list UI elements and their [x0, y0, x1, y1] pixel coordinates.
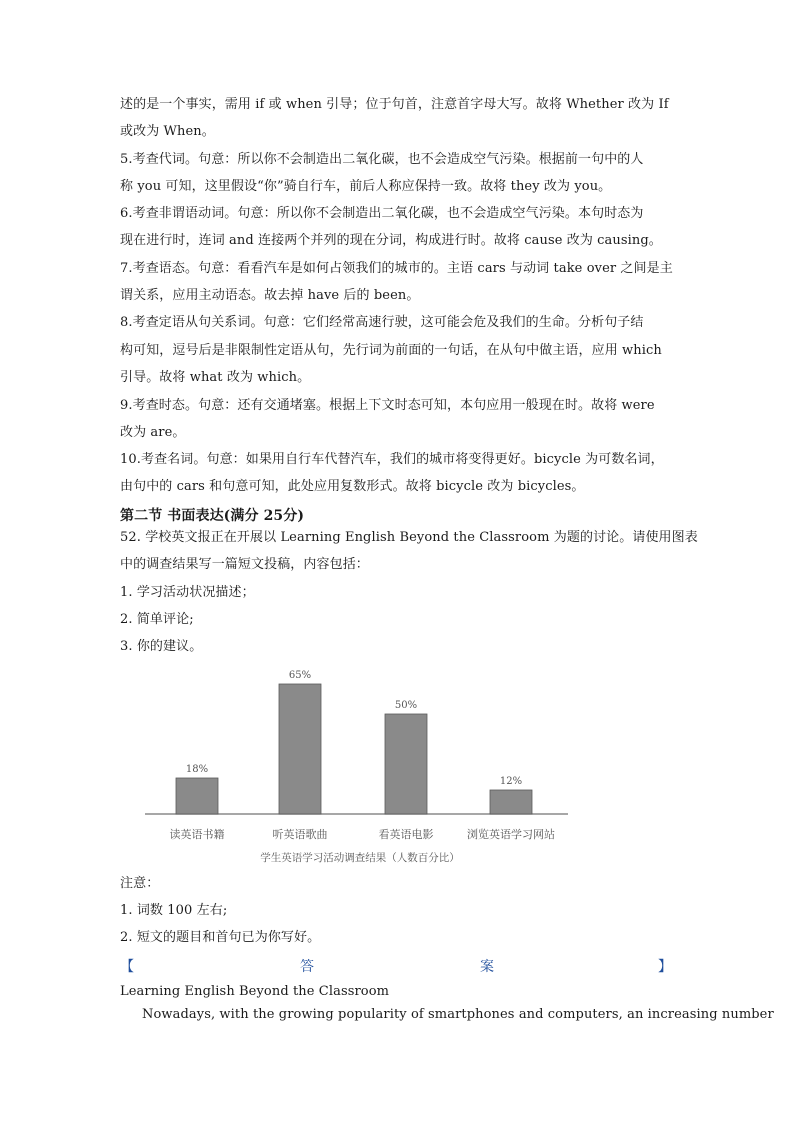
- category-label: 浏览英语学习网站: [467, 828, 555, 841]
- explanation-line: 称 you 可知，这里假设“你”骑自行车，前后人称应保持一致。故将 they 改为 you。: [120, 179, 612, 194]
- explanation-line: 9.考查时态。句意：还有交通堵塞。根据上下文时态可知，本句应用一般现在时。故将 were: [120, 398, 655, 413]
- explanation-line: 现在进行时，连词 and 连接两个并列的现在分词，构成进行时。故将 cause 改为 causing。: [120, 233, 662, 248]
- explanation-line: 10.考查名词。句意：如果用自行车代替汽车，我们的城市将变得更好。bicycle 为可数名词，: [120, 452, 664, 467]
- notes-label: 注意：: [120, 876, 160, 891]
- bar: [490, 790, 532, 814]
- note-line: 2. 短文的题目和首句已为你写好。: [120, 930, 321, 945]
- chart-title: 学生英语学习活动调查结果（人数百分比）: [260, 852, 460, 864]
- explanation-line: 5.考查代词。句意：所以你不会制造出二氧化碳，也不会造成空气污染。根据前一句中的人: [120, 152, 644, 167]
- category-label: 听英语歌曲: [272, 828, 328, 841]
- explanation-line: 7.考查语态。句意：看看汽车是如何占领我们的城市的。主语 cars 与动词 take over 之间是主: [120, 261, 673, 276]
- bar-value-label: 50%: [394, 700, 418, 711]
- explanation-line: 由句中的 cars 和句意可知，此处应用复数形式。故将 bicycle 改为 bicycles。: [120, 479, 585, 494]
- bar: [385, 714, 427, 814]
- answer-label: [120, 956, 676, 976]
- answer-left-bracket: 【: [120, 959, 134, 975]
- explanation-line: 构可知，逗号后是非限制性定语从句，先行词为前面的一句话，在从句中做主语，应用 which: [120, 343, 662, 358]
- task-line: 2. 简单评论;: [120, 612, 194, 627]
- task-line: 中的调查结果写一篇短文投稿，内容包括：: [120, 557, 369, 572]
- bar-value-label: 12%: [499, 776, 523, 787]
- explanation-line: 或改为 When。: [120, 124, 215, 139]
- explanation-line: 引导。故将 what 改为 which。: [120, 370, 311, 385]
- answer-right-bracket: 】: [658, 959, 672, 975]
- explanation-line: 改为 are。: [120, 425, 186, 440]
- explanation-line: 述的是一个事实，需用 if 或 when 引导；位于句首，注意首字母大写。故将 Whether 改为 If: [120, 97, 669, 112]
- essay-first-line: Nowadays, with the growing popularity of smartphones and computers, an increasing number: [142, 1007, 774, 1022]
- note-line: 1. 词数 100 左右;: [120, 903, 228, 918]
- bar-value-label: 65%: [288, 670, 312, 681]
- explanation-line: 6.考查非谓语动词。句意：所以你不会制造出二氧化碳，也不会造成空气污染。本句时态为: [120, 206, 644, 221]
- bar: [279, 684, 321, 814]
- answer-char-1: 答: [300, 959, 314, 975]
- category-label: 看英语电影: [378, 828, 434, 841]
- survey-bar-chart: [140, 660, 580, 870]
- task-line: 1. 学习活动状况描述；: [120, 585, 255, 600]
- explanation-line: 8.考查定语从句关系词。句意：它们经常高速行驶，这可能会危及我们的生命。分析句子结: [120, 315, 644, 330]
- task-line: 52. 学校英文报正在开展以 Learning English Beyond the Classroom 为题的讨论。请使用图表: [120, 530, 698, 545]
- bar: [176, 778, 218, 814]
- answer-char-2: 案: [480, 959, 494, 975]
- explanation-line: 谓关系，应用主动语态。故去掉 have 后的 been。: [120, 288, 420, 303]
- task-line: 3. 你的建议。: [120, 639, 203, 654]
- bar-value-label: 18%: [185, 764, 209, 775]
- essay-title: Learning English Beyond the Classroom: [120, 984, 390, 999]
- section-heading: 第二节 书面表达(满分 25分): [120, 508, 305, 524]
- category-label: 读英语书籍: [169, 828, 225, 841]
